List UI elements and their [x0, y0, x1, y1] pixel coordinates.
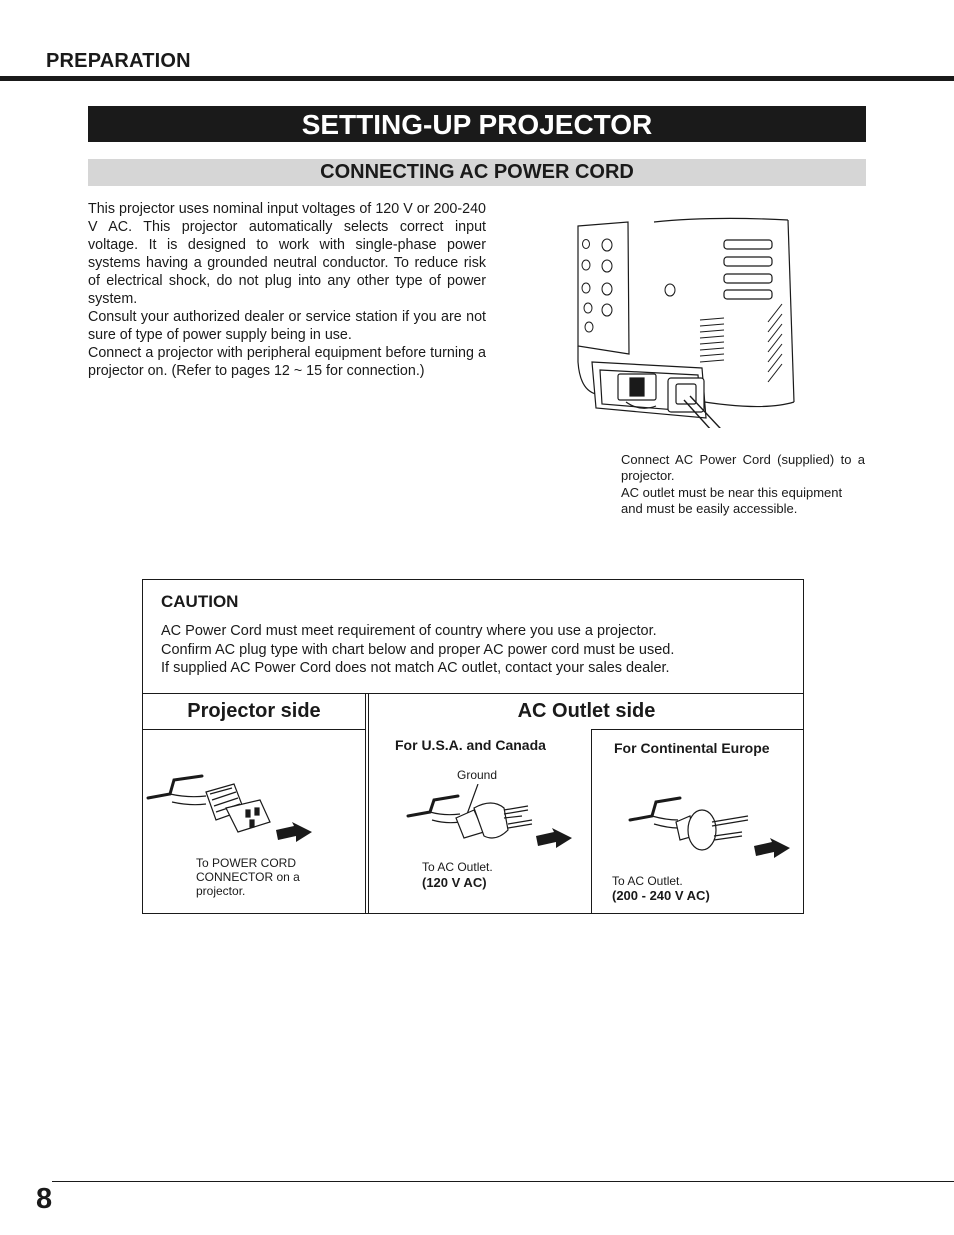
projector-rear-illustration — [572, 212, 802, 428]
page-subtitle: CONNECTING AC POWER CORD — [88, 159, 866, 186]
europe-plug-illustration — [626, 796, 796, 866]
usa-heading: For U.S.A. and Canada — [395, 737, 546, 753]
table-divider — [142, 693, 804, 694]
projector-caption — [621, 452, 865, 517]
europe-voltage: (200 - 240 V AC) — [612, 888, 710, 903]
note-line: CONNECTOR on a — [196, 870, 300, 884]
table-divider — [368, 693, 369, 914]
ground-label: Ground — [457, 768, 498, 782]
intro-paragraph: Connect a projector with peripheral equipment before turning a projector on. (Refer to pages 12 ~ 15 for connection.) — [88, 345, 486, 379]
page-title: SETTING-UP PROJECTOR — [88, 106, 866, 142]
caution-text — [161, 622, 674, 678]
caution-title: CAUTION — [161, 592, 239, 611]
table-divider — [591, 729, 592, 914]
usa-voltage: (120 V AC) — [422, 875, 487, 890]
footer-rule — [52, 1181, 954, 1182]
outlet-side-heading: AC Outlet side — [517, 700, 656, 722]
projector-side-note — [196, 856, 300, 898]
section-label: PREPARATION — [46, 50, 191, 72]
europe-heading: For Continental Europe — [614, 740, 770, 756]
note-line: projector. — [196, 884, 246, 898]
caption-line: AC outlet must be near this equipment and must be easily accessible. — [621, 484, 843, 516]
table-divider — [365, 693, 366, 914]
section-rule — [0, 76, 954, 81]
caption-line: Connect AC Power Cord (supplied) to a projector. — [621, 452, 865, 484]
usa-plug-illustration — [404, 784, 576, 856]
caution-line: Confirm AC plug type with chart below and proper AC power cord must be used. — [161, 641, 675, 658]
projector-connector-illustration — [144, 770, 320, 846]
intro-paragraph: Consult your authorized dealer or service station if you are not sure of type of power supply being in use. — [88, 309, 486, 343]
projector-side-heading: Projector side — [187, 700, 321, 722]
table-divider — [142, 729, 366, 730]
europe-note: To AC Outlet. — [612, 874, 683, 888]
intro-paragraph: This projector uses nominal input voltages of 120 V or 200-240 V AC. This projector automatically selects correct input voltage. It is designed to work with single-phase power systems having a grounded neutral conductor. To reduce risk of electrical shock, do not plug into any other type of power system. — [88, 201, 486, 307]
page-number: 8 — [36, 1183, 53, 1215]
note-line: To POWER CORD — [196, 856, 297, 870]
table-divider — [591, 729, 804, 730]
caution-line: If supplied AC Power Cord does not match AC outlet, contact your sales dealer. — [161, 660, 670, 676]
caution-line: AC Power Cord must meet requirement of country where you use a projector. — [161, 623, 657, 639]
intro-text — [88, 200, 486, 380]
usa-note: To AC Outlet. — [422, 860, 493, 874]
